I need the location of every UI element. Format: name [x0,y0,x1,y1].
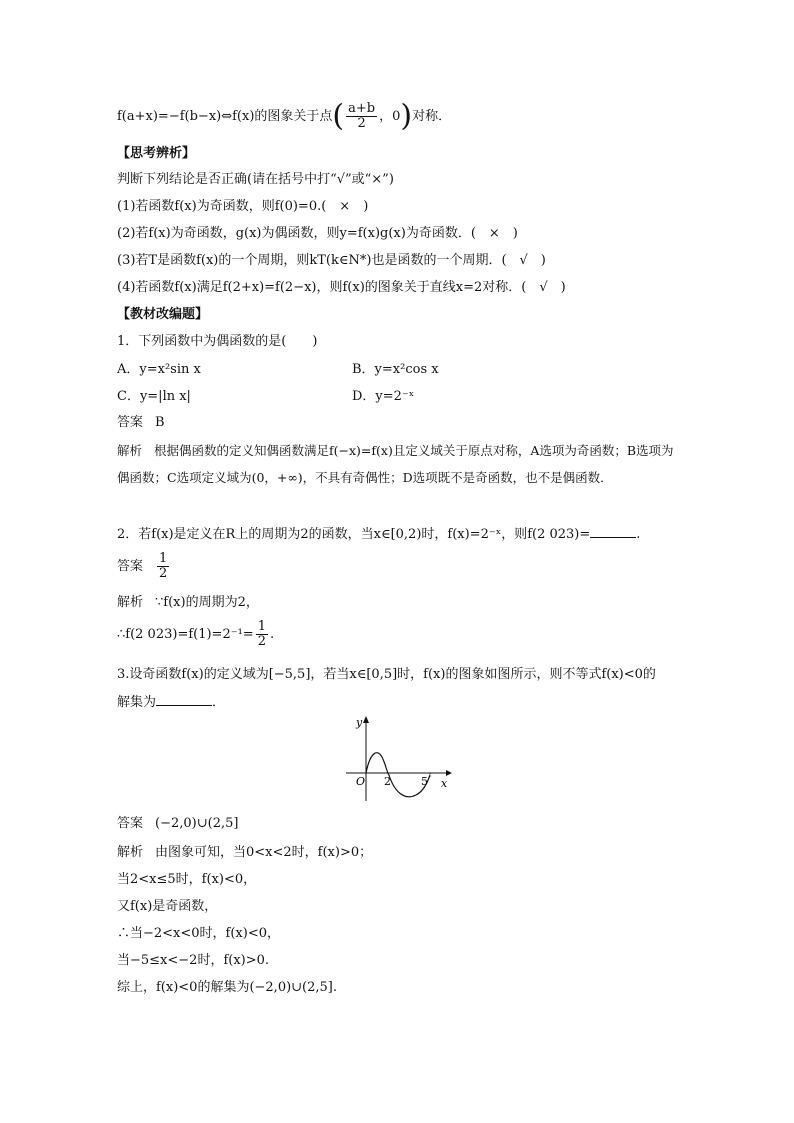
origin-label: O [356,775,366,788]
think-prompt: 判断下列结论是否正确(请在括号中打“√”或“×”) [117,172,394,187]
q2-stem-end: . [636,527,641,542]
q2-answer-fraction [157,552,169,581]
intro-fraction [346,102,377,131]
q2-answer [117,551,171,583]
think-item-3: (3)若T是函数f(x)的一个周期，则kT(k∈N*)也是函数的一个周期．( √ ) [117,253,546,268]
q3-analysis-line: 综上，f(x)<0的解集为(−2,0)∪(2,5]. [117,980,338,995]
x-axis-arrow [446,770,452,776]
q2-analysis-line-2: ∴f(2 023)=f(1)=2⁻¹= [117,627,254,642]
q3-blank [156,693,212,706]
q1-option-d: D．y=2⁻ˣ [352,389,415,404]
fraction-denominator: 2 [357,116,366,131]
q1-option-a: A．y=x²sin x [117,362,201,377]
q3-stem-line-1: 3.设奇函数f(x)的定义域为[−5,5]，若当x∈[0,5]时，f(x)的图象如图所示，则不等式f(x)<0的 [117,667,656,682]
q1-option-c: C．y=|ln x| [117,389,191,404]
q2-analysis-line-1: ∵f(x)的周期为2， [155,595,259,610]
tick-5-label: 5 [421,775,428,788]
q3-analysis-line: 又f(x)是奇函数， [117,899,218,914]
fraction-numerator: 1 [257,619,266,634]
fraction-denominator: 2 [159,566,168,581]
q2-analysis-fraction [256,620,268,649]
answer-label: 答案 [117,415,144,430]
q1-answer-value: B [155,415,165,430]
q3-stem-line-2 [117,693,225,712]
answer-label: 答案 [117,559,144,574]
q2-blank [590,525,636,538]
q2-stem-line [117,525,640,544]
answer-label: 答案 [117,816,144,831]
textbook-heading: 【教材改编题】 [117,307,209,322]
fraction-numerator: a+b [348,101,376,116]
q2-analysis-1 [117,594,259,612]
q3-answer [117,815,238,833]
fraction-numerator: 1 [159,551,168,566]
q1-analysis-text: 根据偶函数的定义知偶函数满足f(−x)=f(x)且定义域关于原点对称，A选项为奇函数；B选项为偶函数；C选项定义域为(0，+∞)，不具有奇偶性；D选项既不是奇函数，也不是偶函数． [117,443,674,485]
analysis-label: 解析 [117,595,144,610]
q3-analysis-line: 由图象可知，当0<x<2时，f(x)>0； [155,845,373,860]
q3-stem-text: 解集为 [117,695,157,710]
x-label: x [441,777,448,790]
q3-analysis-line: 当2<x≤5时，f(x)<0， [117,872,257,887]
q2-analysis-2 [117,619,274,651]
analysis-label: 解析 [117,443,143,458]
q2-stem: 2．若f(x)是定义在R上的周期为2的函数，当x∈[0,2)时，f(x)=2⁻ˣ，则f(2 023)= [117,527,591,542]
q1-stem: 1．下列函数中为偶函数的是( ) [117,334,318,349]
q2-analysis-end: . [269,627,275,642]
q3-analysis-line: 当−5≤x<−2时，f(x)>0. [117,953,270,968]
intro-suffix: 对称． [412,109,452,124]
q3-stem-end: ． [212,695,226,710]
think-item-2: (2)若f(x)为奇函数，g(x)为偶函数，则y=f(x)g(x)为奇函数．( × ) [117,226,518,241]
y-label: y [356,716,363,729]
q3-answer-value: (−2,0)∪(2,5] [155,816,239,831]
fraction-denominator: 2 [257,634,266,649]
think-item-4: (4)若函数f(x)满足f(2+x)=f(2−x)，则f(x)的图象关于直线x=2对称．( √ ) [117,280,566,295]
q1-analysis [117,437,679,491]
q3-function-graph [344,713,454,803]
q1-option-b: B．y=x²cos x [352,362,439,377]
q3-analysis-line: ∴当−2<x<0时，f(x)<0， [117,926,281,941]
intro-line [117,98,452,134]
think-item-1: (1)若函数f(x)为奇函数，则f(0)=0.( × ) [117,199,369,214]
q3-analysis-1 [117,844,372,862]
analysis-label: 解析 [117,845,144,860]
left-paren: ( [332,98,345,134]
intro-prefix: f(a+x)=−f(b−x)⇔f(x)的图象关于点 [117,109,333,124]
tick-2-label: 2 [384,775,391,788]
right-paren: ) [400,98,413,134]
think-heading: 【思考辨析】 [117,146,196,161]
q1-answer [117,414,165,432]
point-tail: ，0 [379,109,401,124]
y-axis-arrow [363,716,369,723]
